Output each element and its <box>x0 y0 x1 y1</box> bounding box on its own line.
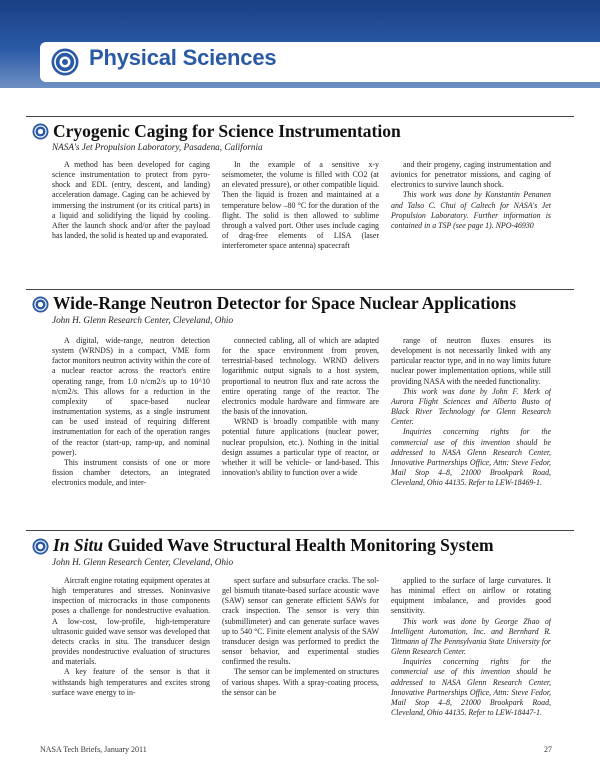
credit-note: This work was done by John F. Merk of Aurora Flight Sciences and Alberto Busto of Black River Technology for Glenn Research Center. <box>391 386 551 427</box>
article-column-2 <box>222 336 379 511</box>
credit-note: This work was done by George Zhao of Intelligent Automation, Inc. and Bernhard R. Tittmann of The Pennsylvania State University for Glenn Research Center. <box>391 616 551 657</box>
article-column-3 <box>391 336 551 511</box>
article-bullet-icon <box>32 538 49 555</box>
paragraph: and their progeny, caging instrumentation and avionics for penetrator missions, and caging of electronics to survive launch shock. <box>391 160 551 190</box>
paragraph: A method has been developed for caging science instrumentation to protect from pyro-shock and EDL (entry, descent, and landing) acceleration damage. Caging can be achieved by immersing the instrument (or its critical parts) in a liquid and solidifying the liquid by cooling. After the launch shock and/or after the payload has landed, the solid is heated up and evaporated. <box>52 160 210 241</box>
nasa-tech-briefs-logo-icon <box>50 47 80 77</box>
article-column-1 <box>52 160 210 260</box>
article-title <box>53 121 401 142</box>
paragraph: range of neutron fluxes ensures its development is not necessarily linked with any particular reactor type, and in no way limits future nuclear power implementation options, while still providing NASA with the needed functionality. <box>391 336 551 386</box>
article-column-2 <box>222 576 379 736</box>
paragraph: applied to the surface of large curvatures. It has minimal effect on airflow or rotating equipment imbalance, and provides good sensitivity. <box>391 576 551 616</box>
inquiries-note: Inquiries concerning rights for the commercial use of this invention should be addressed to NASA Glenn Research Center, Innovative Partnerships Office, Attn: Steve Fedor, Mail Stop 4–8, 21000 Brookpark Road, Cleveland, Ohio 44135. Refer to LEW-18469-1. <box>391 427 551 488</box>
article-column-1 <box>52 576 210 736</box>
article-divider <box>26 116 574 117</box>
publication-footer: NASA Tech Briefs, January 2011 <box>40 745 147 754</box>
article-bullet-icon <box>32 123 49 140</box>
article-title-italic: In Situ <box>53 535 104 555</box>
article-affiliation: NASA's Jet Propulsion Laboratory, Pasadena, California <box>52 142 263 152</box>
paragraph: Aircraft engine rotating equipment operates at high temperatures and stresses. Noninvasive inspection of microcracks in those components poses a challenge for nondestructive evaluation. A low-cost, low-profile, high-temperature ultrasonic guided wave sensor was developed that detects cracks in situ. The transducer design provides nondestructive evaluation of structures and materials. <box>52 576 210 667</box>
section-title: Physical Sciences <box>89 45 277 70</box>
article-column-3 <box>391 160 551 260</box>
paragraph: In the example of a sensitive x-y seismometer, the volume is filled with CO2 (at an elevated pressure), or other compatible liquid. Then the liquid is frozen and maintained at a temperature below –80 °C for the duration of the flight. The solid is then allowed to sublime through a valved port. Other uses include caging of drag-free elements of LISA (laser interferometer space antenna) spacecraft <box>222 160 379 251</box>
article-affiliation: John H. Glenn Research Center, Cleveland, Ohio <box>52 315 234 325</box>
article-title-text: Wide-Range Neutron Detector for Space Nuclear Applications <box>53 293 517 313</box>
article-title-text: Guided Wave Structural Health Monitoring System <box>107 535 494 555</box>
article-title <box>53 293 516 314</box>
article-column-1 <box>52 336 210 511</box>
paragraph: connected cabling, all of which are adapted for the space environment from proven, terrestrial-based technology. WRND delivers logarithmic output signals to a host system, proportional to neutron flux and rate across the entire operating range of the reactor. The electronics module hardware and firmware are the basis of the innovation. <box>222 336 379 417</box>
paragraph: The sensor can be implemented on structures of various shapes. With a spray-coating process, the sensor can be <box>222 667 379 697</box>
paragraph: A key feature of the sensor is that it withstands high temperatures and excites strong surface wave energy to in- <box>52 667 210 697</box>
paragraph: spect surface and subsurface cracks. The sol-gel bismuth titanate-based surface acoustic wave (SAW) sensor can generate efficient SAWs for crack inspection. The sensor is very thin (submillimeter) and can generate surface waves up to 540 °C. Finite element analysis of the SAW transducer design was performed to predict the sensor behavior, and experimental studies confirmed the results. <box>222 576 379 667</box>
article-affiliation: John H. Glenn Research Center, Cleveland, Ohio <box>52 557 234 567</box>
article-column-3 <box>391 576 551 736</box>
article-title <box>53 535 494 556</box>
article-divider <box>26 289 574 290</box>
article-divider <box>26 530 574 531</box>
page-number: 27 <box>544 745 552 754</box>
inquiries-note: Inquiries concerning rights for the commercial use of this invention should be addressed to NASA Glenn Research Center, Innovative Partnerships Office, Attn: Steve Fedor, Mail Stop 4–8, 21000 Brookpark Road, Cleveland, Ohio 44135. Refer to LEW-18447-1. <box>391 657 551 718</box>
paragraph: WRND is broadly compatible with many potential future applications (nuclear power, nuclear propulsion, etc.). Nothing in the initial design assumes a particular type of reactor, or whether it will be vehicle- or land-based. This innovation's ability to function over a wide <box>222 417 379 478</box>
article-title-text: Cryogenic Caging for Science Instrumentation <box>53 121 401 141</box>
paragraph: This instrument consists of one or more fission chamber detectors, an integrated electronics module, and inter- <box>52 457 210 488</box>
article-column-2 <box>222 160 379 270</box>
article-bullet-icon <box>32 296 49 313</box>
credit-note: This work was done by Konstantin Penanen and Talso C. Chui of Caltech for NASA's Jet Propulsion Laboratory. Further information is contained in a TSP (see page 1). NPO-46930 <box>391 190 551 230</box>
paragraph: A digital, wide-range, neutron detection system (WRNDS) in a compact, VME form factor monitors neutron activity within the core of a nuclear reactor across the reactor's entire operating range, from 1.0 n/cm2/s up to 10^10 n/cm2/s. This allows for a reduction in the complexity of space-based nuclear instrumentation systems, as a single instrument can be used instead of requiring different instrumentation for each of the operation ranges of the reactor (start-up, ramp-up, and nominal power). <box>52 336 210 457</box>
